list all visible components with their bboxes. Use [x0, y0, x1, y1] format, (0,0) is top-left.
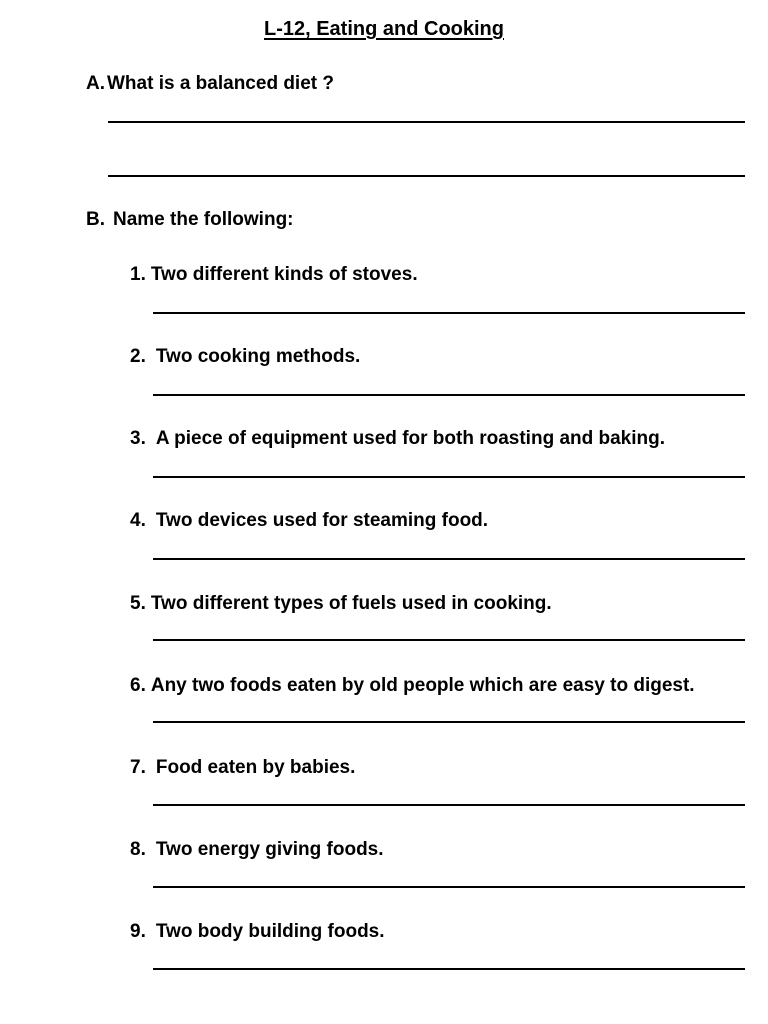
- question-item-9: [130, 921, 385, 943]
- section-b-text: Name the following:: [113, 209, 294, 230]
- section-a-letter: A.: [86, 73, 105, 94]
- item-text: Two body building foods.: [155, 921, 385, 942]
- item-number: 1.: [130, 264, 146, 285]
- question-item-2: [130, 346, 360, 368]
- item-text: Two cooking methods.: [155, 346, 361, 367]
- worksheet-title: L-12, Eating and Cooking: [263, 18, 504, 40]
- item-text: Two different types of fuels used in cooking.: [150, 593, 552, 614]
- item-text: Food eaten by babies.: [155, 757, 356, 778]
- item-number: 7.: [130, 757, 146, 778]
- answer-line-1[interactable]: [153, 312, 745, 314]
- item-number: 3.: [130, 428, 146, 449]
- answer-line-5[interactable]: [153, 639, 745, 641]
- section-a-text: What is a balanced diet ?: [107, 73, 334, 94]
- item-text: Any two foods eaten by old people which are easy to digest.: [150, 675, 695, 696]
- answer-line-a-1[interactable]: [108, 121, 745, 123]
- answer-line-6[interactable]: [153, 721, 745, 723]
- item-text: Two devices used for steaming food.: [155, 510, 489, 531]
- question-item-1: [130, 264, 418, 286]
- question-item-8: [130, 839, 384, 861]
- answer-line-a-2[interactable]: [108, 175, 745, 177]
- item-number: 5.: [130, 593, 146, 614]
- question-item-5: [130, 593, 552, 615]
- item-text: Two different kinds of stoves.: [150, 264, 418, 285]
- question-item-6: [130, 675, 695, 697]
- item-text: A piece of equipment used for both roasting and baking.: [155, 428, 666, 449]
- question-item-3: [130, 428, 665, 450]
- question-item-7: [130, 757, 355, 779]
- item-number: 9.: [130, 921, 146, 942]
- item-number: 8.: [130, 839, 146, 860]
- answer-line-7[interactable]: [153, 804, 745, 806]
- section-b-heading: [86, 209, 294, 231]
- answer-line-3[interactable]: [153, 476, 745, 478]
- answer-line-2[interactable]: [153, 394, 745, 396]
- section-b-letter: B.: [86, 209, 105, 230]
- answer-line-8[interactable]: [153, 886, 745, 888]
- item-number: 6.: [130, 675, 146, 696]
- question-item-4: [130, 510, 488, 532]
- answer-line-9[interactable]: [153, 968, 745, 970]
- answer-line-4[interactable]: [153, 558, 745, 560]
- section-a-question: [86, 73, 334, 95]
- item-number: 4.: [130, 510, 146, 531]
- item-number: 2.: [130, 346, 146, 367]
- item-text: Two energy giving foods.: [155, 839, 384, 860]
